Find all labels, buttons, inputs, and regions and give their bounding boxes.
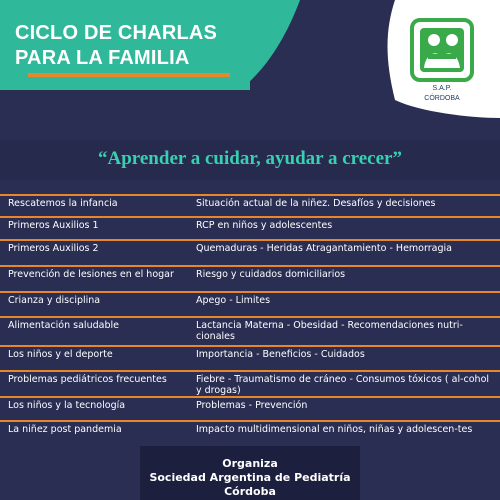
title-line-1: CICLO DE CHARLAS [15, 22, 218, 44]
footer-city: Córdoba [224, 485, 276, 498]
row-description: Lactancia Materna - Obesidad - Recomendaciones nutri-cionales [196, 320, 463, 342]
row-topic: Rescatemos la infancia [8, 198, 118, 209]
row-topic: Crianza y disciplina [8, 295, 101, 306]
table-row [0, 239, 500, 265]
row-description: RCP en niños y adolescentes [196, 220, 333, 231]
table-row [0, 291, 500, 315]
row-description: Riesgo y cuidados domiciliarios [196, 269, 346, 280]
title-line-2: PARA LA FAMILIA [15, 47, 190, 69]
row-topic: Primeros Auxilios 2 [8, 243, 99, 254]
footer-organiza: Organiza [222, 457, 278, 470]
table-row [0, 345, 500, 373]
footer-organization-name: Sociedad Argentina de Pediatría [149, 471, 351, 484]
table-row [0, 396, 500, 420]
table-row [0, 370, 500, 398]
table-row [0, 194, 500, 218]
row-description: Situación actual de la niñez. Desafíos y decisiones [196, 198, 436, 209]
row-topic: La niñez post pandemia [8, 424, 122, 435]
title-underline [28, 73, 230, 77]
table-row [0, 420, 500, 448]
logo-caption-sap: S.A.P. [432, 85, 452, 92]
row-description: Impacto multidimensional en niños, niñas y adolescen-tes [196, 424, 473, 435]
row-topic: Primeros Auxilios 1 [8, 220, 99, 231]
row-topic: Los niños y la tecnología [8, 400, 126, 411]
sap-logo-icon [400, 8, 484, 108]
row-topic: Prevención de lesiones en el hogar [8, 269, 174, 280]
table-row [0, 316, 500, 346]
row-description: Problemas - Prevención [196, 400, 308, 411]
header [0, 0, 500, 140]
row-description: Quemaduras - Heridas Atragantamiento - Hemorragia [196, 243, 452, 254]
row-topic: Alimentación saludable [8, 320, 119, 331]
row-description: Importancia - Beneficios - Cuidados [196, 349, 365, 360]
row-description: Apego - Limites [196, 295, 271, 306]
row-topic: Los niños y el deporte [8, 349, 113, 360]
table-row [0, 216, 500, 240]
row-description: Fiebre - Traumatismo de cráneo - Consumos tóxicos ( al-cohol y drogas) [196, 374, 490, 396]
subtitle-text: “Aprender a cuidar, ayudar a crecer” [98, 148, 402, 169]
table-row [0, 265, 500, 291]
logo-caption-cordoba: CÓRDOBA [424, 95, 460, 102]
row-topic: Problemas pediátricos frecuentes [8, 374, 167, 385]
